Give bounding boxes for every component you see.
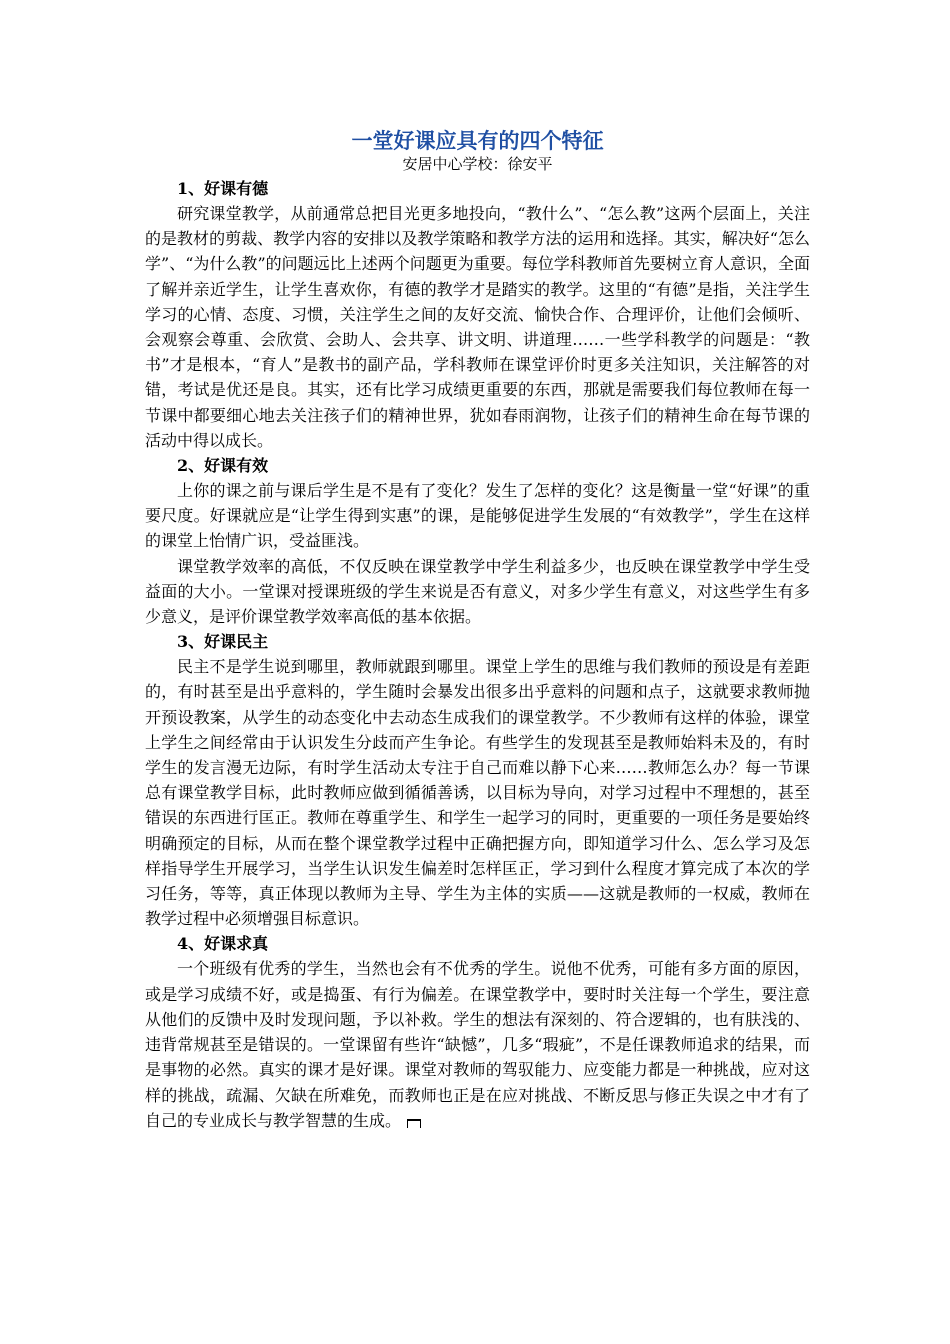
- section-4: [145, 931, 810, 1132]
- paragraph: 课堂教学效率的高低，不仅反映在课堂教学中学生利益多少，也反映在课堂教学中学生受益面的大小。一堂课对授课班级的学生来说是否有意义，对多少学生有意义，对这些学生有多少意义，是评价课堂教学效率高低的基本依据。: [145, 556, 810, 627]
- paragraph: [145, 956, 810, 1132]
- section-heading: 3、好课民主: [177, 632, 269, 652]
- section-3: [145, 629, 810, 931]
- document-page: [145, 128, 810, 1133]
- section-heading: 4、好课求真: [177, 934, 269, 954]
- section-heading: 2、好课有效: [177, 456, 269, 476]
- document-author: 安居中心学校：徐安平: [402, 155, 553, 173]
- paragraph: 上你的课之前与课后学生是不是有了变化？发生了怎样的变化？这是衡量一堂“好课”的重要尺度。好课就应是“让学生得到实惠”的课，是能够促进学生发展的“有效教学”，学生在这样的课堂上怡情广识，受益匪浅。: [145, 481, 810, 551]
- end-mark-icon: [407, 1119, 421, 1128]
- paragraph: 研究课堂教学，从前通常总把目光更多地投向，“教什么”、“怎么教”这两个层面上，关注的是教材的剪裁、教学内容的安排以及教学策略和教学方法的运用和选择。其实，解决好“怎么学”、“为什么教”的问题远比上述两个问题更为重要。每位学科教师首先要树立育人意识，全面了解并亲近学生，让学生喜欢你，有德的教学才是踏实的教学。这里的“有德”是指，关注学生学习的心情、态度、习惯，关注学生之间的友好交流、愉快合作、合理评价，让他们会倾听、会观察会尊重、会欣赏、会助人、会共享、讲文明、讲道理……一些学科教学的问题是：“教书”才是根本，“育人”是教书的副产品，学科教师在课堂评价时更多关注知识，关注解答的对错，考试是优还是良。其实，还有比学习成绩更重要的东西，那就是需要我们每位教师在每一节课中都要细心地去关注孩子们的精神世界，犹如春雨润物，让孩子们的精神生命在每节课的活动中得以成长。: [145, 204, 810, 450]
- section-heading: 1、好课有德: [177, 179, 269, 198]
- section-1: [145, 176, 810, 453]
- paragraph-text: 一个班级有优秀的学生，当然也会有不优秀的学生。说他不优秀，可能有多方面的原因，或是学习成绩不好，或是捣蛋、有行为偏差。在课堂教学中，要时时关注每一个学生，要注意从他们的反馈中及时发现问题，予以补救。学生的想法有深刻的、符合逻辑的，也有肤浅的、违背常规甚至是错误的。一堂课留有些许“缺憾”，几多“瑕疵”，不是任课教师追求的结果，而是事物的必然。真实的课才是好课。课堂对教师的驾驭能力、应变能力都是一种挑战，应对这样的挑战，疏漏、欠缺在所难免，而教师也正是在应对挑战、不断反思与修正失误之中才有了自己的专业成长与教学智慧的生成。: [145, 959, 810, 1130]
- paragraph: 民主不是学生说到哪里，教师就跟到哪里。课堂上学生的思维与我们教师的预设是有差距的，有时甚至是出乎意料的，学生随时会暴发出很多出乎意料的问题和点子，这就要求教师抛开预设教案，从学生的动态变化中去动态生成我们的课堂教学。不少教师有这样的体验，课堂上学生之间经常由于认识发生分歧而产生争论。有些学生的发现甚至是教师始料未及的，有时学生的发言漫无边际，有时学生活动太专注于自己而难以静下心来……教师怎么办？每一节课总有课堂教学目标，此时教师应做到循循善诱，以目标为导向，对学习过程中不理想的，甚至错误的东西进行匡正。教师在尊重学生、和学生一起学习的同时，更重要的一项任务是要始终明确预定的目标，从而在整个课堂教学过程中正确把握方向，即知道学习什么、怎么学习及怎样指导学生开展学习，当学生认识发生偏差时怎样匡正，学习到什么程度才算完成了本次的学习任务，等等，真正体现以教师为主导、学生为主体的实质——这就是教师的一权威，教师在教学过程中必须增强目标意识。: [145, 657, 810, 929]
- document-title: 一堂好课应具有的四个特征: [351, 129, 604, 153]
- section-2: [145, 453, 810, 629]
